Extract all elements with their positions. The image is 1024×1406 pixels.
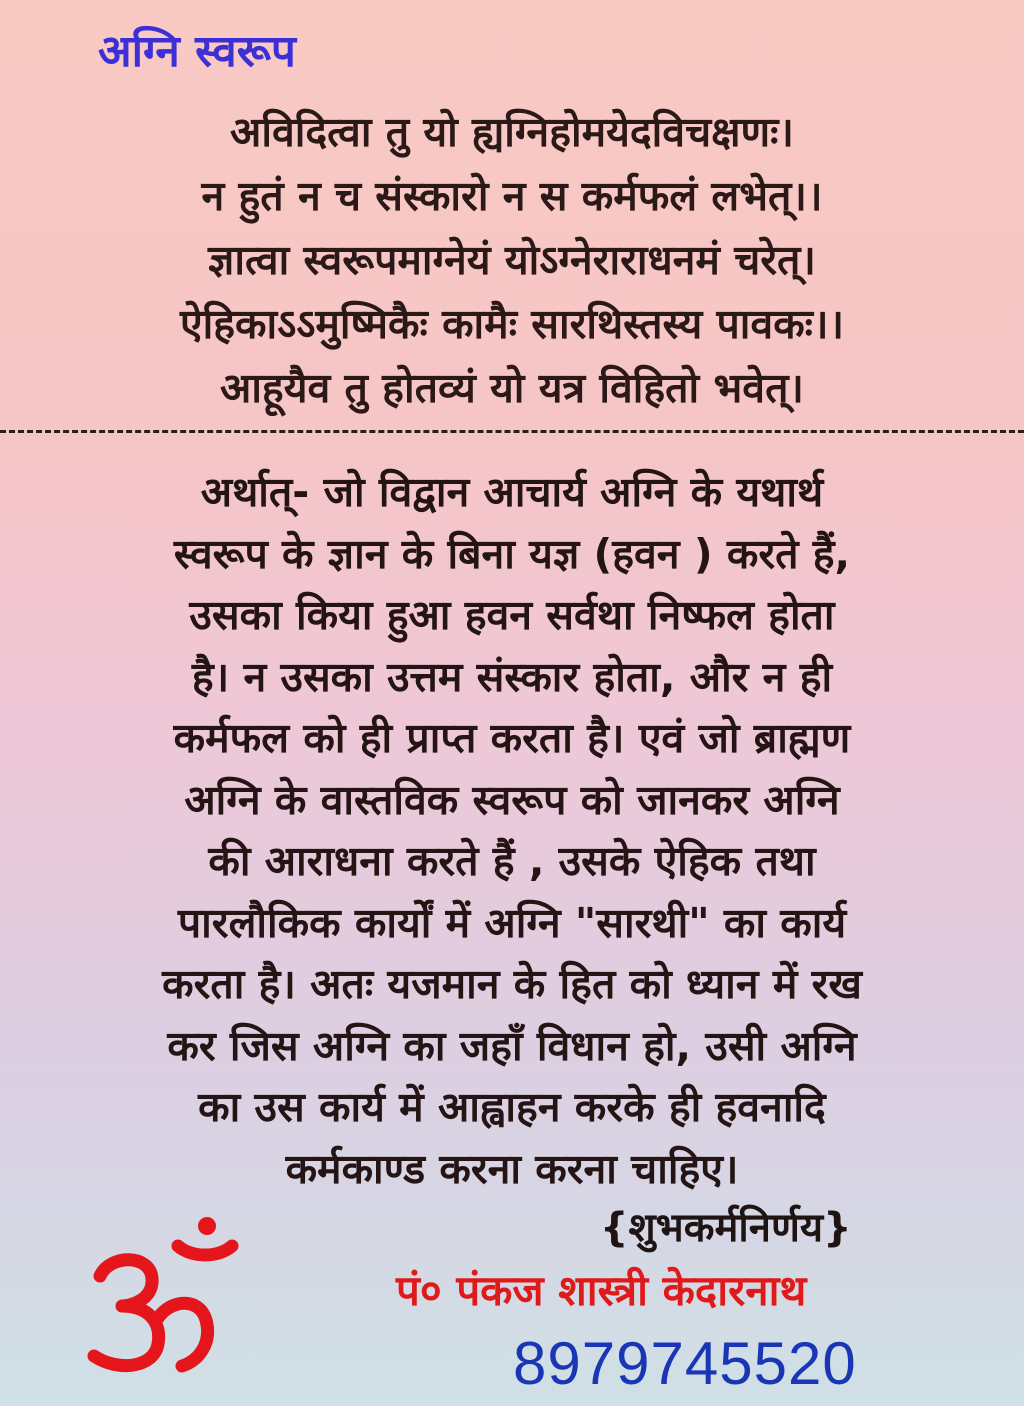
verse-line: ऐहिकाऽऽमुष्मिकैः कामैः सारथिस्तस्य पावकः।। (179, 300, 845, 348)
phone-number: 8979745520 (513, 1330, 857, 1397)
meaning-line: कर जिस अग्नि का जहाँ विधान हो, उसी अग्नि (167, 1021, 857, 1070)
meaning-line: की आराधना करते हैं , उसके ऐहिक तथा (208, 837, 816, 885)
meaning-line: है। न उसका उत्तम संस्कार होता, और न ही (191, 652, 833, 701)
hindi-meaning (0, 462, 1024, 1200)
meaning-line: स्वरूप के ज्ञान के बिना यज्ञ (हवन ) करते हैं, (173, 529, 851, 578)
meaning-line: कर्मफल को ही प्राप्त करता है। एवं जो ब्राह्मण (173, 714, 851, 762)
meaning-line: करता है। अतः यजमान के हित को ध्यान में रख (162, 960, 862, 1008)
meaning-line: अग्नि के वास्तविक स्वरूप को जानकर अग्नि (184, 775, 840, 824)
om-icon (60, 1206, 250, 1386)
verse-line: न हुतं न च संस्कारो न स कर्मफलं लभेत्।। (201, 172, 823, 220)
meaning-line: अर्थात्- जो विद्वान आचार्य अग्नि के यथार्थ (200, 468, 824, 516)
page-title: अग्नि स्वरूप (98, 26, 296, 77)
meaning-line: का उस कार्य में आह्वाहन करके ही हवनादि (198, 1083, 826, 1131)
dashed-divider (0, 430, 1024, 433)
meaning-line: कर्मकाण्ड करना करना चाहिए। (285, 1144, 739, 1193)
verse-line: आहूयैव तु होतव्यं यो यत्र विहितो भवेत्। (220, 364, 804, 412)
source-citation: {शुभकर्मनिर्णय} (600, 1205, 852, 1251)
meaning-line: उसका किया हुआ हवन सर्वथा निष्फल होता (189, 591, 835, 639)
sanskrit-verse (0, 100, 1024, 420)
meaning-line: पारलौकिक कार्यों में अग्नि "सारथी" का कार्य (177, 898, 847, 947)
verse-line: अविदित्वा तु यो ह्यग्निहोमयेदविचक्षणः। (230, 108, 794, 156)
author-name: पं० पंकज शास्त्री केदारनाथ (396, 1266, 807, 1315)
verse-line: ज्ञात्वा स्वरूपमाग्नेयं योऽग्नेराराधनमं चरेत्। (208, 236, 816, 284)
